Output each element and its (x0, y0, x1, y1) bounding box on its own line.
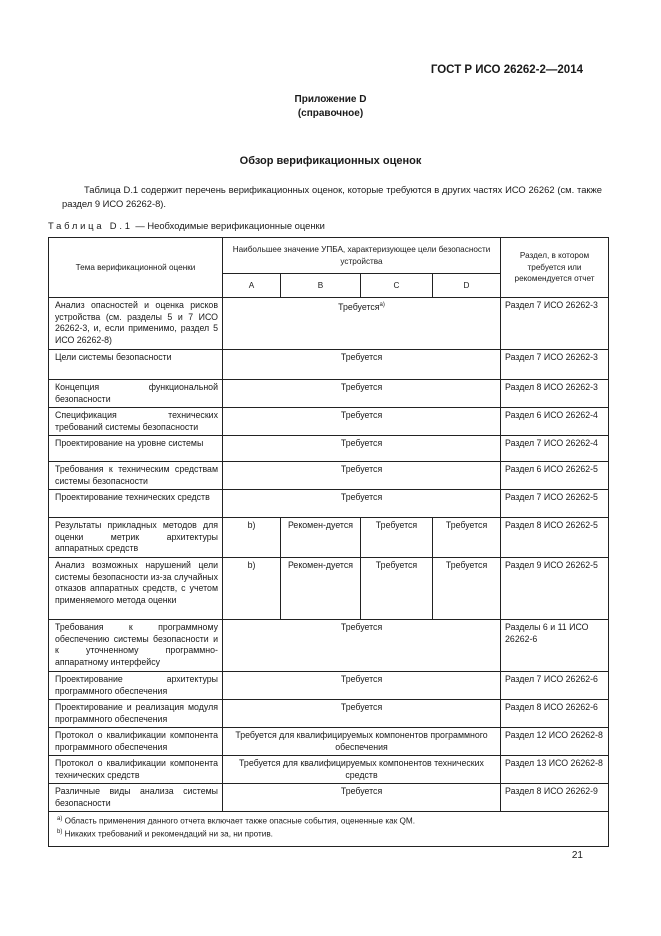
asil-cell (223, 558, 281, 620)
requirement-cell (223, 408, 501, 436)
header-clause: Раздел, в котором требуется или рекомендуется отчет (501, 238, 609, 298)
row-topic (49, 620, 223, 672)
table-row (49, 700, 609, 728)
requirement-cell-text: Требуется (340, 786, 383, 796)
clause-cell-text: Раздел 6 ИСО 26262-5 (505, 464, 598, 474)
clause-cell (501, 784, 609, 812)
clause-cell-text: Разделы 6 и 11 ИСО 26262-6 (505, 622, 589, 644)
header-asil-b: B (281, 274, 361, 298)
footnote-mark: b) (57, 829, 63, 836)
row-topic (49, 728, 223, 756)
footnote-text: Никаких требований и рекомендаций ни за, ни против. (62, 829, 273, 839)
asil-cell-text: Требуется (375, 560, 418, 570)
asil-cell-text: Рекомен-дуется (287, 520, 354, 530)
clause-cell-text: Раздел 7 ИСО 26262-3 (505, 300, 598, 310)
row-topic (49, 558, 223, 620)
row-topic (49, 756, 223, 784)
asil-cell (433, 518, 501, 558)
clause-cell (501, 408, 609, 436)
asil-cell (281, 558, 361, 620)
clause-cell-text: Раздел 7 ИСО 26262-3 (505, 352, 598, 362)
requirement-cell-text: Требуется (340, 622, 383, 632)
header-asil-group: Наибольшее значение УПБА, характеризующее цели безопасности устройства (223, 238, 501, 274)
table-row (49, 408, 609, 436)
row-topic (49, 380, 223, 408)
requirement-cell-text: Требуется (340, 674, 383, 684)
table-row (49, 784, 609, 812)
standard-designation: ГОСТ Р ИСО 26262-2—2014 (430, 64, 583, 76)
clause-cell (501, 462, 609, 490)
asil-cell (281, 518, 361, 558)
clause-cell (501, 298, 609, 350)
clause-cell-text: Раздел 12 ИСО 26262-8 (505, 730, 603, 740)
table-row (49, 490, 609, 518)
header-topic: Тема верификационной оценки (49, 238, 223, 298)
verification-table (48, 237, 609, 847)
table-caption-prefix: Таблица D.1 (48, 220, 133, 231)
row-topic-text: Цели системы безопасности (55, 352, 172, 362)
clause-cell (501, 620, 609, 672)
intro-paragraph: Таблица D.1 содержит перечень верификационных оценок, которые требуются в других частях ИСО 26262 (см. также раздел 9 ИСО 26262-8). (62, 184, 602, 209)
clause-cell-text: Раздел 8 ИСО 26262-9 (505, 786, 598, 796)
requirement-cell-text: Требуется (340, 410, 383, 420)
requirement-cell (223, 620, 501, 672)
clause-cell (501, 672, 609, 700)
row-topic-text: Требования к программному обеспечению системы безопасности и к уточненному программно-аппаратному интерфейсу (55, 622, 218, 667)
requirement-cell (223, 700, 501, 728)
row-topic (49, 784, 223, 812)
asil-cell (433, 558, 501, 620)
table-row (49, 558, 609, 620)
requirement-cell (223, 436, 501, 462)
table-row (49, 462, 609, 490)
row-topic (49, 462, 223, 490)
asil-cell-text: b) (247, 560, 256, 570)
clause-cell-text: Раздел 7 ИСО 26262-6 (505, 674, 598, 684)
table-body (49, 298, 609, 847)
table-row (49, 380, 609, 408)
requirement-cell (223, 490, 501, 518)
asil-cell-text: Требуется (445, 560, 488, 570)
row-topic-text: Анализ опасностей и оценка рисков устройства (см. разделы 5 и 7 ИСО 26262-3, и, если применимо, раздел 5 ИСО 26262-8) (55, 300, 218, 345)
clause-cell-text: Раздел 13 ИСО 26262-8 (505, 758, 603, 768)
requirement-cell (223, 672, 501, 700)
footnote (57, 827, 600, 840)
footnotes-row (49, 812, 609, 847)
requirement-cell-text: Требуется для квалифицируемых компонентов технических средств (239, 758, 484, 780)
clause-cell-text: Раздел 8 ИСО 26262-3 (505, 382, 598, 392)
asil-cell-text: b) (247, 520, 256, 530)
table-caption-text: — Необходимые верификационные оценки (132, 220, 325, 231)
asil-cell-text: Рекомен-дуется (287, 560, 354, 570)
row-topic-text: Протокол о квалификации компонента программного обеспечения (55, 730, 218, 752)
header-asil-c: C (361, 274, 433, 298)
clause-cell (501, 700, 609, 728)
table-row (49, 672, 609, 700)
row-topic-text: Концепция функциональной безопасности (55, 382, 218, 404)
asil-cell (361, 558, 433, 620)
asil-cell-text: Требуется (375, 520, 418, 530)
requirement-cell (223, 462, 501, 490)
annex-note: (справочное) (297, 108, 364, 119)
row-topic-text: Требования к техническим средствам системы безопасности (55, 464, 218, 486)
clause-cell (501, 436, 609, 462)
footnotes (49, 812, 609, 847)
requirement-cell (223, 756, 501, 784)
table-row (49, 436, 609, 462)
clause-cell-text: Раздел 7 ИСО 26262-4 (505, 438, 598, 448)
clause-cell-text: Раздел 8 ИСО 26262-6 (505, 702, 598, 712)
asil-cell (223, 518, 281, 558)
footnote-mark: a) (57, 816, 63, 822)
row-topic-text: Различные виды анализа системы безопасности (55, 786, 218, 808)
requirement-cell-text: Требуется (340, 492, 383, 502)
table-row (49, 518, 609, 558)
clause-cell (501, 756, 609, 784)
requirement-cell-text: Требуется (340, 702, 383, 712)
footnote (57, 814, 600, 827)
row-topic-text: Спецификация технических требований системы безопасности (55, 410, 218, 432)
clause-cell-text: Раздел 9 ИСО 26262-5 (505, 560, 598, 570)
requirement-cell-text: Требуется для квалифицируемых компонентов программного обеспечения (235, 730, 488, 752)
row-topic-text: Проектирование технических средств (55, 492, 210, 502)
row-topic-text: Анализ возможных нарушений цели системы безопасности из-за случайных отказов аппаратных средств, с учетом применяемого метода оценки (55, 560, 218, 605)
page-number: 21 (571, 850, 583, 861)
row-topic-text: Протокол о квалификации компонента технических средств (55, 758, 218, 780)
table-row (49, 620, 609, 672)
clause-cell (501, 518, 609, 558)
section-title: Обзор верификационных оценок (239, 155, 422, 167)
clause-cell (501, 558, 609, 620)
requirement-cell-text: Требуется (340, 352, 383, 362)
clause-cell-text: Раздел 6 ИСО 26262-4 (505, 410, 598, 420)
footnote-ref: a) (379, 302, 385, 308)
requirement-cell (223, 784, 501, 812)
clause-cell-text: Раздел 7 ИСО 26262-5 (505, 492, 598, 502)
clause-cell (501, 728, 609, 756)
asil-cell-text: Требуется (445, 520, 488, 530)
clause-cell (501, 490, 609, 518)
footnote-text: Область применения данного отчета включает также опасные события, оцененные как QM. (62, 816, 416, 826)
header-asil-d: D (433, 274, 501, 298)
row-topic-text: Результаты прикладных методов для оценки метрик архитектуры аппаратных средств (55, 520, 218, 553)
row-topic (49, 298, 223, 350)
requirement-cell-text: Требуется (340, 438, 383, 448)
requirement-cell (223, 298, 501, 350)
requirement-cell-text: Требуется (338, 301, 380, 312)
clause-cell (501, 350, 609, 380)
requirement-cell (223, 380, 501, 408)
row-topic (49, 490, 223, 518)
requirement-cell-text: Требуется (340, 464, 383, 474)
row-topic (49, 672, 223, 700)
row-topic (49, 350, 223, 380)
header-asil-a: A (223, 274, 281, 298)
row-topic-text: Проектирование архитектуры программного обеспечения (55, 674, 218, 696)
asil-cell (361, 518, 433, 558)
row-topic (49, 436, 223, 462)
row-topic-text: Проектирование на уровне системы (55, 438, 204, 448)
table-row (49, 350, 609, 380)
row-topic (49, 518, 223, 558)
requirement-cell (223, 728, 501, 756)
table-caption (48, 220, 325, 231)
row-topic (49, 700, 223, 728)
row-topic-text: Проектирование и реализация модуля программного обеспечения (55, 702, 218, 724)
table-row (49, 728, 609, 756)
annex-title: Приложение D (294, 94, 367, 105)
clause-cell-text: Раздел 8 ИСО 26262-5 (505, 520, 598, 530)
clause-cell (501, 380, 609, 408)
requirement-cell-text: Требуется (340, 382, 383, 392)
table-row (49, 756, 609, 784)
requirement-cell (223, 350, 501, 380)
table-row (49, 298, 609, 350)
row-topic (49, 408, 223, 436)
